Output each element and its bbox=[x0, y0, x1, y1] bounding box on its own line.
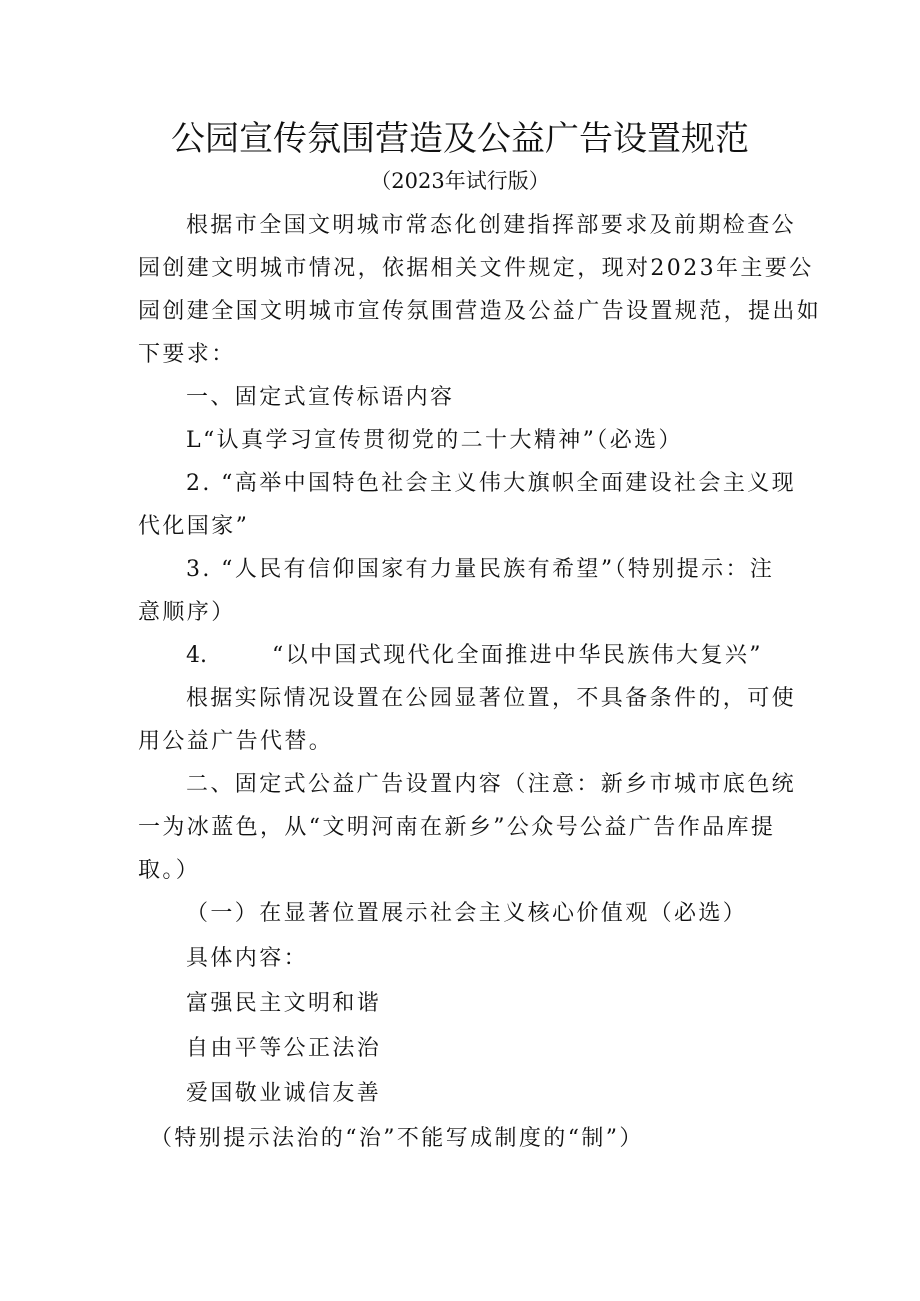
section1-item-2-line-2: 代化国家” bbox=[138, 514, 250, 539]
special-tip: （特别提示法治的“治”不能写成制度的“制”） bbox=[150, 1126, 644, 1151]
section2-subheading-1: （一）在显著位置展示社会主义核心价值观（必选） bbox=[186, 901, 748, 926]
section1-item-4-text: “以中国式现代化全面推进中华民族伟大复兴” bbox=[272, 643, 763, 668]
section1-item-3-line-1: 3. “人民有信仰国家有力量民族有希望”（特别提示：注 bbox=[186, 557, 775, 582]
intro-line-4: 下要求： bbox=[138, 342, 236, 367]
intro-line-2: 园创建文明城市情况，依据相关文件规定，现对2023年主要公 bbox=[138, 256, 814, 281]
section2-heading-line-1: 二、固定式公益广告设置内容（注意：新乡市城市底色统 bbox=[186, 772, 797, 797]
core-values-line-1: 富强民主文明和谐 bbox=[186, 991, 382, 1016]
section2-heading-line-3: 取。） bbox=[138, 858, 201, 883]
content-label: 具体内容： bbox=[186, 946, 309, 971]
section1-item-4-number: 4. bbox=[186, 643, 207, 668]
core-values-line-3: 爱国敬业诚信友善 bbox=[186, 1081, 382, 1106]
document-title: 公园宣传氛围营造及公益广告设置规范 bbox=[171, 119, 749, 159]
section1-item-2-line-1: 2. “高举中国特色社会主义伟大旗帜全面建设社会主义现 bbox=[186, 471, 797, 496]
section1-item-3-line-2: 意顺序） bbox=[138, 600, 236, 625]
section1-note-line-1: 根据实际情况设置在公园显著位置，不具备条件的，可使 bbox=[186, 686, 797, 711]
section1-item-1: L“认真学习宣传贯彻党的二十大精神”（必选） bbox=[186, 428, 683, 453]
section1-heading: 一、固定式宣传标语内容 bbox=[186, 385, 455, 410]
intro-line-3: 园创建全国文明城市宣传氛围营造及公益广告设置规范，提出如 bbox=[138, 299, 822, 324]
document-subtitle: （2023年试行版） bbox=[370, 169, 550, 193]
intro-line-1: 根据市全国文明城市常态化创建指挥部要求及前期检查公 bbox=[186, 213, 797, 238]
section1-note-line-2: 用公益广告代替。 bbox=[138, 729, 334, 754]
section2-heading-line-2: 一为冰蓝色，从“文明河南在新乡”公众号公益广告作品库提 bbox=[138, 815, 776, 840]
core-values-line-2: 自由平等公正法治 bbox=[186, 1036, 382, 1061]
